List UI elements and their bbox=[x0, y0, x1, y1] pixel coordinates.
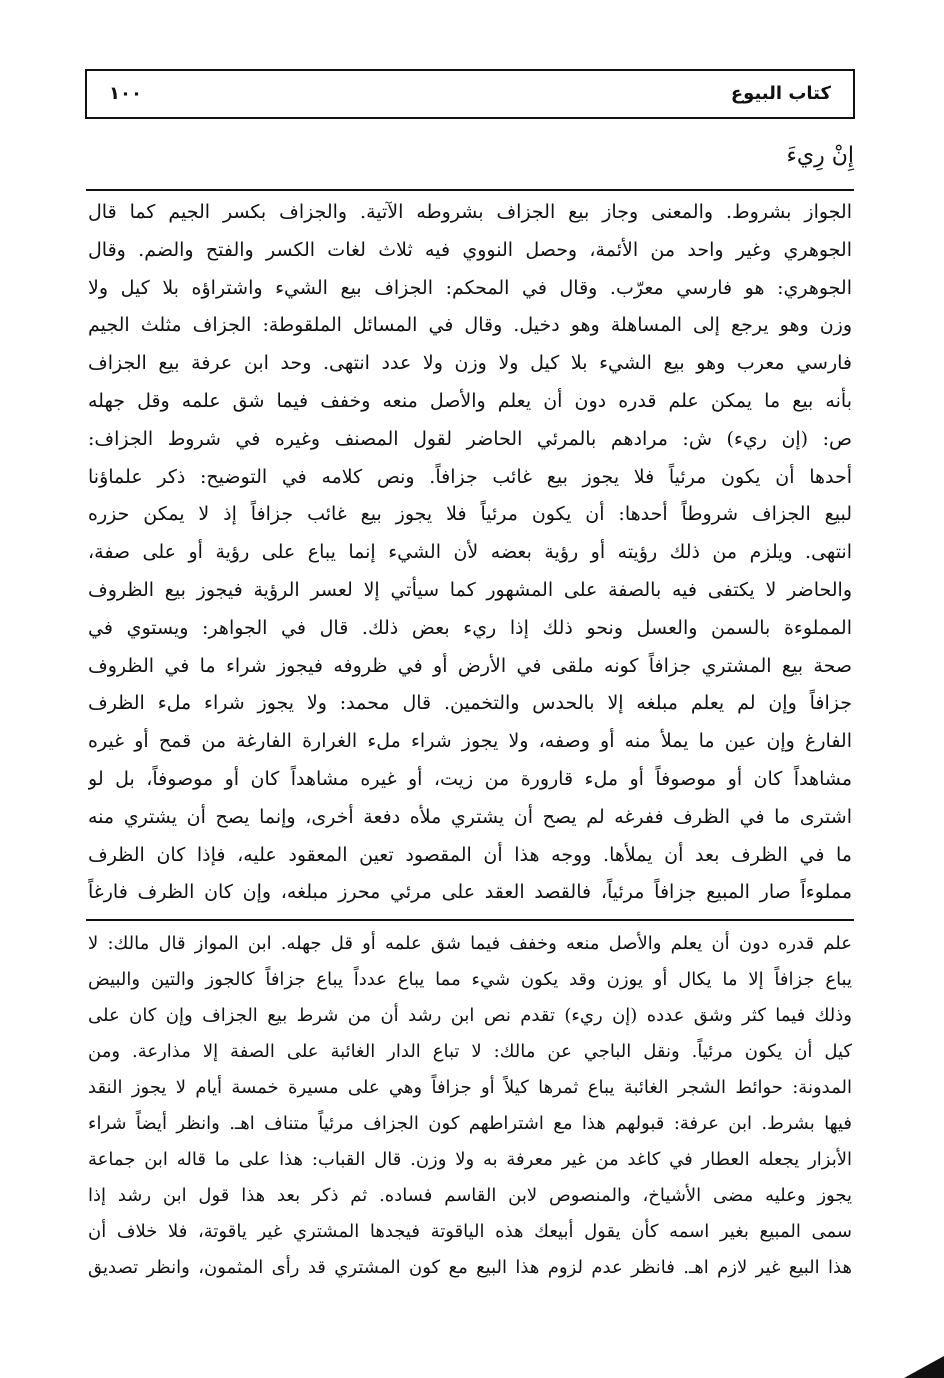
text-line: بأنه بيع ما يمكن علم قدره دون أن يعلم والأصل منعه وخفف فيما شق علمه وقل جهله bbox=[88, 389, 852, 412]
text-line: وزن وهو يرجع إلى المساهلة وهو دخيل. وقال في المسائل الملقوطة: الجزاف مثلث الجيم bbox=[88, 314, 852, 337]
text-line: الفارغ وإن عين ما يملأ منه أو وصفه، ولا يجوز شراء ملء الغرارة الفارغة من قمح أو غيره bbox=[88, 730, 852, 753]
footnote-line: المدونة: حوائط الشجر الغائبة يباع ثمرها كيلاً أو جزافاً وهي على مسيرة خمسة أيام لا يجوز النقد bbox=[88, 1077, 852, 1098]
text-line: ص: (إن ريء) ش: مرادهم بالمرئي الحاضر لقول المصنف وغيره في شروط الجزاف: bbox=[88, 427, 852, 450]
scan-corner-mark bbox=[904, 1356, 944, 1378]
footnote-line: يجوز وعليه مضى الأشياخ، والمنصوص لابن القاسم فساده. ثم ذكر بعد هذا قول ابن رشد إذا bbox=[88, 1185, 852, 1206]
text-line: مشاهداً كان أو موصوفاً أو ملء قارورة من زيت، أو غيره مشاهداً كان أو موصوفاً، بل لو bbox=[88, 767, 852, 790]
text-line: المملوءة بالسمن والعسل ونحو ذلك إذا ريء بعض ذلك. قال في الجواهر: ويستوي في bbox=[88, 616, 852, 639]
footnote-line: الأبزار يجعله العطار في كاغد من غير معرفة به ولا وزن. قال القباب: هذا على ما قاله ابن جماعة bbox=[88, 1149, 852, 1170]
main-text bbox=[88, 194, 852, 912]
text-line: اشترى ما في الظرف ففرغه لم يصح أن يشتري ملأه دفعة أخرى، وإنما يصح أن يشتري منه bbox=[88, 805, 852, 828]
top-divider bbox=[86, 189, 854, 191]
footnote-divider bbox=[86, 919, 854, 921]
text-line: مملوءاً صار المبيع جزافاً مرئياً، فالقصد العقد على مرئي محرز مبلغه، وإن كان الظرف فارغاً bbox=[88, 881, 852, 904]
chapter-title: كتاب البيوع bbox=[730, 83, 831, 104]
text-line: انتهى. ويلزم من ذلك رؤيته أو رؤية بعضه لأن الشيء إنما يباع على رؤية أو على صفة، bbox=[88, 541, 852, 564]
text-line: الجوهري: هو فارسي معرّب. وقال في المحكم: الجزاف بيع الشيء واشتراؤه بلا كيل ولا bbox=[88, 276, 852, 299]
page-number: ١٠٠ bbox=[109, 83, 142, 104]
text-line: الجوهري وغير واحد من الأئمة، وحصل النووي فيه ثلاث لغات الكسر والفتح والضم. وقال bbox=[88, 238, 852, 261]
text-line: والحاضر لا يكتفى فيه بالصفة على المشهور كما سيأتي إلا لعسر الرؤية فيجوز بيع الظروف bbox=[88, 578, 852, 601]
text-line: صحة بيع المشتري جزافاً كونه ملقى في الأرض أو في ظروفه فيجوز شراء ما في الظروف bbox=[88, 654, 852, 677]
text-line: ما في الظرف بعد أن يملأها. ووجه هذا أن المقصود تعين المعقود عليه، فإذا كان الظرف bbox=[88, 843, 852, 866]
footnote-text bbox=[88, 926, 852, 1286]
text-line: جزافاً وإن لم يعلم مبلغه إلا بالحدس والتخمين. قال محمد: ولا يجوز شراء ملء الظرف bbox=[88, 692, 852, 715]
footnote-line: سمى المبيع بغير اسمه كأن يقول أبيعك هذه الياقوتة فيجدها المشتري غير ياقوتة، فلا خلاف أن bbox=[88, 1221, 852, 1242]
footnote-line: وذلك فيما كثر وشق عدده (إن ريء) تقدم نص ابن رشد أن من شرط بيع الجزاف وإن كان على bbox=[88, 1005, 852, 1026]
lemma-heading: إِنْ رِيءَ bbox=[786, 143, 854, 168]
text-line: أحدها أن يكون مرئياً فلا يجوز بيع غائب جزافاً. ونص كلامه في التوضيح: ذكر علماؤنا bbox=[88, 465, 852, 488]
footnote-line: كيل أن يكون مرئياً. ونقل الباجي عن مالك: لا تباع الدار الغائبة على الصفة إلا مذارعة. ومن bbox=[88, 1041, 852, 1062]
running-header bbox=[85, 69, 855, 119]
footnote-line: علم قدره دون أن يعلم والأصل منعه وخفف فيما شق علمه أو قل جهله. ابن المواز قال مالك: لا bbox=[88, 933, 852, 954]
footnote-line: يباع جزافاً إلا ما يكال أو يوزن وقد يكون شيء مما يباع عدداً يباع جزافاً كالجوز والتين والبيض bbox=[88, 969, 852, 990]
footnote-line: فيها بشرط. ابن عرفة: قبولهم هذا مع اشتراطهم كون الجزاف مرئياً متناف اهـ. وانظر أيضاً شراء bbox=[88, 1113, 852, 1134]
footnote-line: هذا البيع غير لازم اهـ. فانظر عدم لزوم هذا البيع مع كون المشتري قد رأى المثمون، وانظر تصديق bbox=[88, 1257, 852, 1278]
text-line: الجواز بشروط. والمعنى وجاز بيع الجزاف بشروطه الآتية. والجزاف بكسر الجيم كما قال bbox=[88, 201, 852, 223]
text-line: لبيع الجزاف شروطاً أحدها: أن يكون مرئياً فلا يجوز بيع غائب جزافاً إذ لا يمكن حزره bbox=[88, 503, 852, 526]
text-line: فارسي معرب وهو بيع الشيء بلا كيل ولا وزن ولا عدد انتهى. وحد ابن عرفة بيع الجزاف bbox=[88, 352, 852, 375]
